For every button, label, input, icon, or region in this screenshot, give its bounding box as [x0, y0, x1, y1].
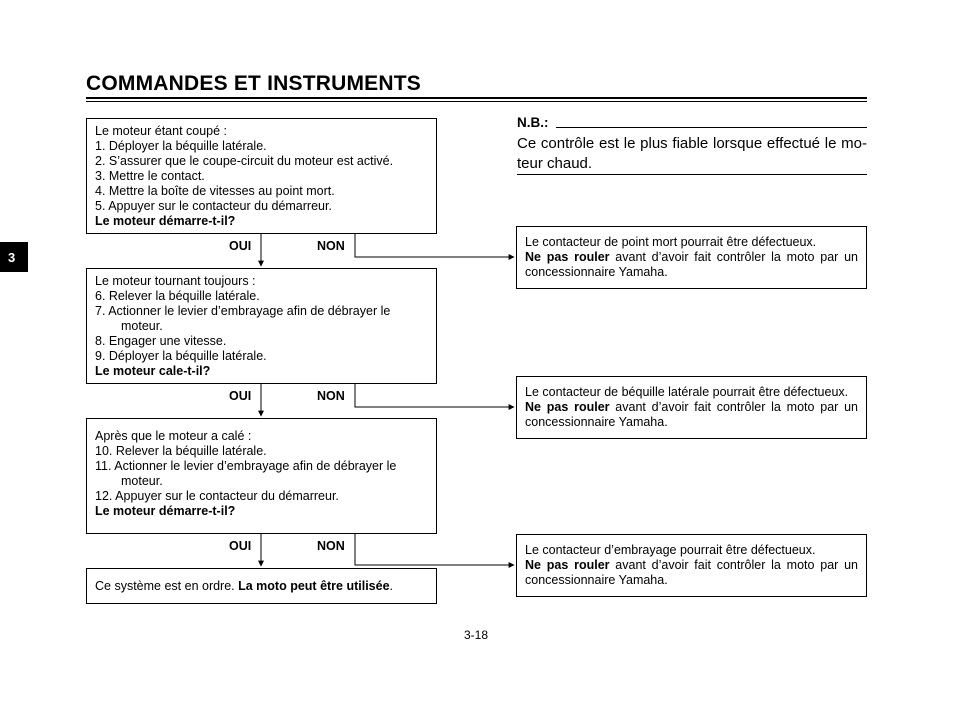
fault-text: Le contacteur de béquille latérale pourrait être défectueux. [525, 385, 849, 399]
fault-text: Le contacteur de point mort pourrait être défectueux. [525, 235, 817, 249]
final-text-end: . [389, 579, 394, 593]
step2-question: Le moteur cale-t-il? [95, 364, 211, 378]
nb-title: N.B.: [517, 115, 549, 130]
step2-line: moteur. [121, 319, 163, 333]
no-arrow-2 [355, 384, 514, 407]
step1-question: Le moteur démarre-t-il? [95, 214, 236, 228]
fault-warning: Ne pas rouler [525, 558, 610, 572]
final-text-bold: La moto peut être utilisée [238, 579, 390, 593]
final-text-plain: Ce système est en ordre. [95, 579, 239, 593]
step1-line: 4. Mettre la boîte de vitesses au point mort. [95, 184, 335, 198]
fault-rest: avant d’avoir fait contrôler la moto par un concessionnaire Yamaha. [525, 558, 858, 587]
fault-rest: avant d’avoir fait contrôler la moto par un concessionnaire Yamaha. [525, 400, 858, 429]
no-arrow-3 [355, 534, 514, 565]
fault-warning: Ne pas rouler [525, 250, 610, 264]
no-label-3: NON [317, 539, 345, 553]
fault-rest: avant d’avoir fait contrôler la moto par un concessionnaire Yamaha. [525, 250, 858, 279]
nb-text: Ce contrôle est le plus fiable lorsque effectué le mo-teur chaud. [517, 135, 867, 172]
step1-line: 5. Appuyer sur le contacteur du démarreur. [95, 199, 332, 213]
page-title: COMMANDES ET INSTRUMENTS [86, 72, 421, 95]
page-number: 3-18 [464, 628, 489, 642]
chapter-tab: 3 [0, 242, 28, 272]
step3-line: Après que le moteur a calé : [95, 429, 252, 443]
fault-box-sidestand [516, 376, 867, 439]
yes-label-3: OUI [229, 539, 252, 553]
step3-line: 11. Actionner le levier d’embrayage afin de débrayer le [95, 459, 397, 473]
no-arrow-1 [355, 234, 514, 257]
step2-line: 7. Actionner le levier d’embrayage afin de débrayer le [95, 304, 391, 318]
step1-line: 3. Mettre le contact. [95, 169, 205, 183]
step3-line: 12. Appuyer sur le contacteur du démarreur. [95, 489, 339, 503]
fault-box-clutch [516, 534, 867, 597]
no-label-2: NON [317, 389, 345, 403]
step2-line: 8. Engager une vitesse. [95, 334, 227, 348]
step1-line: 2. S’assurer que le coupe-circuit du moteur est activé. [95, 154, 394, 168]
step2-line: Le moteur tournant toujours : [95, 274, 256, 288]
yes-label-1: OUI [229, 239, 252, 253]
no-label-1: NON [317, 239, 345, 253]
step1-line: Le moteur étant coupé : [95, 124, 228, 138]
step2-line: 9. Déployer la béquille latérale. [95, 349, 267, 363]
fault-box-neutral [516, 226, 867, 289]
step3-line: 10. Relever la béquille latérale. [95, 444, 267, 458]
nb-rule [556, 127, 867, 128]
step2-line: 6. Relever la béquille latérale. [95, 289, 260, 303]
fault-text: Le contacteur d’embrayage pourrait être défectueux. [525, 543, 816, 557]
step3-question: Le moteur démarre-t-il? [95, 504, 236, 518]
nb-rule-bottom [517, 174, 867, 175]
step3-line: moteur. [121, 474, 163, 488]
step1-line: 1. Déployer la béquille latérale. [95, 139, 267, 153]
fault-warning: Ne pas rouler [525, 400, 610, 414]
yes-label-2: OUI [229, 389, 252, 403]
